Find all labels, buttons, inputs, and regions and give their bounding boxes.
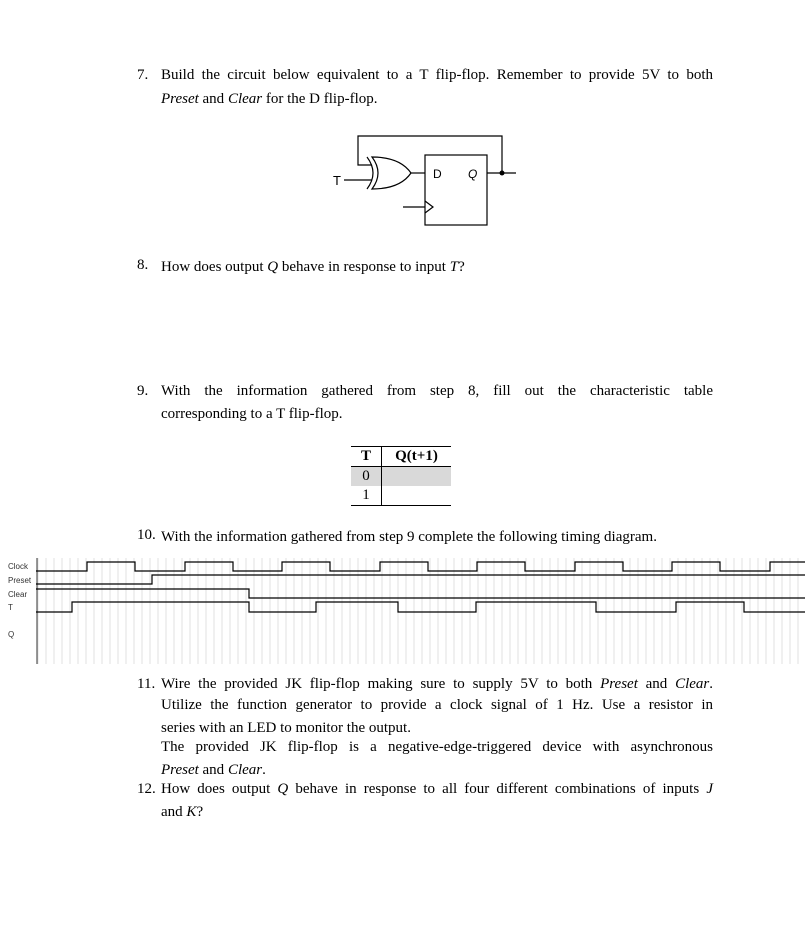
q12-number: 12. — [137, 781, 156, 797]
q12-k: K — [186, 804, 197, 820]
q11-line5-and: and — [198, 762, 228, 778]
q11-text-line5 — [161, 760, 266, 780]
q12-text-line1 — [161, 781, 713, 798]
q12-text-line2 — [161, 802, 203, 822]
timing-waves — [36, 562, 805, 612]
q11-line5-preset: Preset — [161, 762, 199, 778]
q11-clear: Clear — [675, 676, 710, 692]
q-label: Q — [468, 167, 478, 181]
q8-q: Q — [267, 259, 279, 275]
q8-number: 8. — [137, 257, 149, 273]
q7-clear: Clear — [227, 91, 263, 107]
table-header-q: Q(t+1) — [395, 448, 438, 464]
q11-line5-end: . — [262, 762, 266, 778]
q7-and: and — [198, 91, 228, 107]
characteristic-table — [351, 446, 451, 506]
q12-line2-pre: and — [161, 804, 187, 820]
t-flipflop-circuit — [320, 128, 530, 228]
q12-mid: behave in response to all four different combinations of inputs — [288, 781, 707, 797]
d-flipflop-box — [425, 155, 487, 225]
q7-text-line2 — [161, 89, 378, 109]
q7-rest: for the D flip-flop. — [262, 91, 378, 107]
q10-text: With the information gathered from step 9 complete the following timing diagram. — [161, 529, 657, 545]
timing-label-clear: Clear — [8, 590, 28, 599]
junction-dot — [500, 171, 505, 176]
clock-wave — [36, 562, 805, 571]
q11-text-line2: Utilize the function generator to provide a clock signal of 1 Hz. Use a resistor in — [161, 697, 713, 713]
q11-text-line4: The provided JK flip-flop is a negative-edge-triggered device with asynchronous — [161, 739, 713, 755]
timing-diagram — [36, 558, 805, 664]
table-cell-q[interactable] — [382, 467, 452, 487]
q11-and: and — [637, 676, 676, 692]
q8-pre: How does output — [161, 259, 268, 275]
table-row — [351, 467, 451, 487]
preset-wave — [36, 575, 805, 584]
q9-number: 9. — [137, 383, 149, 399]
q9-text-line2: corresponding to a T flip-flop. — [161, 406, 343, 422]
q12-q: Q — [277, 781, 289, 797]
q7-number: 7. — [137, 67, 149, 83]
clear-wave — [36, 589, 805, 598]
table-header-t: T — [351, 447, 382, 467]
t-wave — [36, 602, 805, 612]
q12-end: ? — [196, 804, 204, 820]
q11-line1-pre: Wire the provided JK flip-flop making sure to supply 5V to both — [161, 676, 601, 692]
timing-label-q: Q — [8, 630, 15, 639]
xor-gate-back-curve — [367, 157, 373, 189]
q8-t: T — [449, 259, 459, 275]
q12-j: J — [706, 781, 713, 797]
q11-preset: Preset — [600, 676, 638, 692]
q7-preset: Preset — [161, 91, 199, 107]
timing-label-preset: Preset — [8, 576, 32, 585]
timing-label-t: T — [8, 603, 13, 612]
q8-text — [161, 257, 465, 277]
q9-text-line1: With the information gathered from step 8, fill out the characteristic table — [161, 383, 713, 399]
timing-grid — [37, 558, 798, 664]
q11-number: 11. — [137, 676, 156, 692]
q11-text-line1 — [161, 676, 713, 693]
q11-text-line3: series with an LED to monitor the output. — [161, 720, 411, 736]
table-header-row — [351, 447, 451, 467]
table-cell-q[interactable] — [382, 486, 452, 506]
xor-gate — [372, 157, 411, 189]
t-label: T — [333, 173, 341, 188]
table-cell-t: 0 — [351, 467, 382, 487]
table-row — [351, 486, 451, 506]
q10-number: 10. — [137, 527, 156, 543]
table-cell-t: 1 — [351, 486, 382, 506]
q12-line1-pre: How does output — [161, 781, 278, 797]
q11-end: . — [709, 676, 713, 692]
q11-line5-clear: Clear — [227, 762, 263, 778]
q8-end: ? — [458, 259, 465, 275]
q7-text-line1: Build the circuit below equivalent to a T flip-flop. Remember to provide 5V to both — [161, 67, 713, 83]
q8-mid: behave in response to input — [278, 259, 450, 275]
timing-label-clock: Clock — [8, 562, 29, 571]
d-label: D — [433, 167, 442, 181]
